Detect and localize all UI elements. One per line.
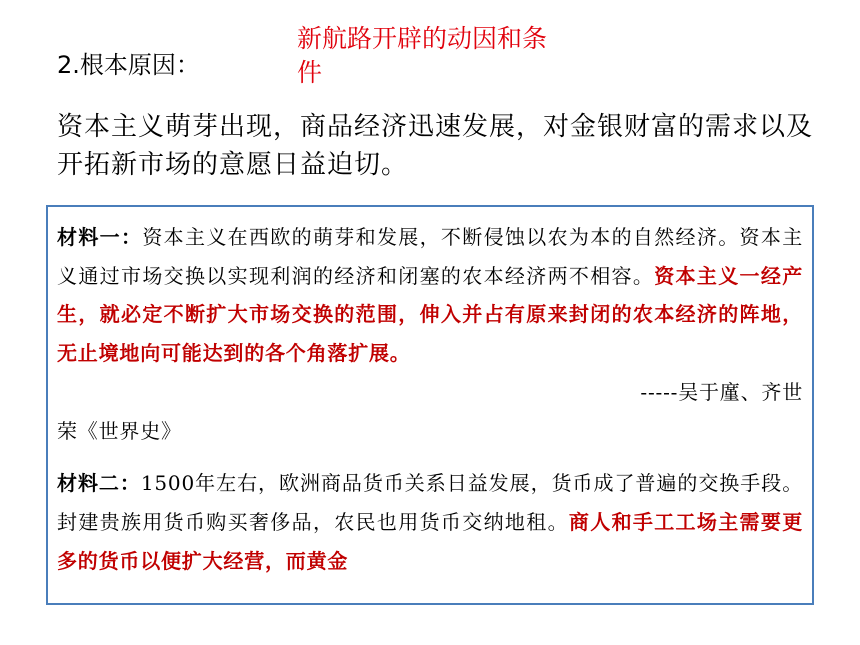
material-one [57,218,803,373]
material-two-label: 材料二： [57,471,141,496]
material-two-highlight: 商人和手工工场主需要更多的货币以便扩大经营，而黄金 [57,509,803,573]
paragraph-gap [57,450,803,464]
material-one-text: 资本主义在西欧的萌芽和发展，不断侵蚀以农为本的自然经济。资本主义通过市场交换以实现利润的经济和闭塞的农本经济两不相容。 [57,225,803,288]
material-one-source-a: -----吴于廑、齐世 [640,379,803,404]
material-two [57,464,803,580]
material-two-text: 1500年左右，欧洲商品货币关系日益发展，货币成了普遍的交换手段。封建贵族用货币购买奢侈品，农民也用货币交纳地租。 [57,471,803,534]
material-one-source-b: 荣《世界史》 [57,418,182,443]
material-one-label: 材料一： [57,225,143,249]
section-heading: 2.根本原因： [57,51,200,79]
summary-text: 资本主义萌芽出现，商品经济迅速发展，对金银财富的需求以及开拓新市场的意愿日益迫切。 [57,112,814,180]
material-one-highlight: 资本主义一经产生，就必定不断扩大市场交换的范围，伸入并占有原来封闭的农本经济的阵地，无止境地向可能达到的各个角落扩展。 [57,263,803,366]
material-text [57,218,803,580]
topic-note: 新航路开辟的动因和条件 [297,24,548,87]
